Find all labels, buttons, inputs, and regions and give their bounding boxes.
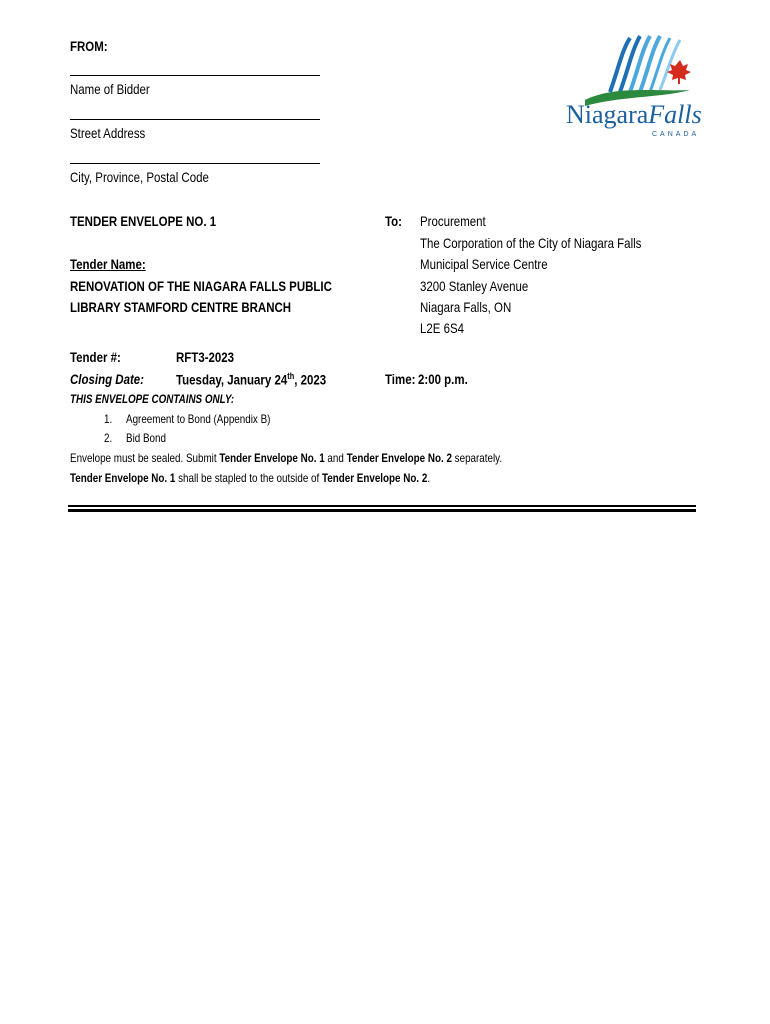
contents-item-text: Bid Bond: [126, 431, 166, 445]
tender-name-line2: LIBRARY STAMFORD CENTRE BRANCH: [70, 299, 292, 315]
envelope-title: TENDER ENVELOPE NO. 1: [70, 213, 217, 229]
to-label: To:: [385, 213, 403, 229]
logo-word-niagara: Niagara: [566, 100, 649, 129]
recipient-line: Procurement: [420, 213, 486, 229]
tender-name-line1: RENOVATION OF THE NIAGARA FALLS PUBLIC: [70, 278, 332, 294]
recipient-line: 3200 Stanley Avenue: [420, 278, 529, 294]
niagara-falls-logo: [560, 30, 700, 145]
waterfall-waves-icon: [560, 30, 700, 110]
tender-number-label: Tender #:: [70, 349, 121, 365]
instruction-line-1: Envelope must be sealed. Submit Tender Envelope No. 1 and Tender Envelope No. 2 separately.: [70, 451, 503, 465]
recipient-line: Municipal Service Centre: [420, 256, 548, 272]
logo-country: CANADA: [652, 131, 700, 138]
city-caption: City, Province, Postal Code: [70, 169, 209, 185]
contents-heading: THIS ENVELOPE CONTAINS ONLY:: [70, 392, 235, 406]
separator-rule-thin: [68, 505, 696, 507]
instruction-line-2: Tender Envelope No. 1 shall be stapled to the outside of Tender Envelope No. 2.: [70, 471, 431, 485]
recipient-line: The Corporation of the City of Niagara Falls: [420, 235, 642, 251]
time-label: Time:: [385, 371, 416, 387]
contents-item-number: 2.: [104, 431, 113, 445]
recipient-line: L2E 6S4: [420, 320, 465, 336]
logo-word-falls: Falls: [648, 100, 702, 129]
bidder-name-caption: Name of Bidder: [70, 81, 150, 97]
contents-item-text: Agreement to Bond (Appendix B): [126, 412, 271, 426]
closing-date-label: Closing Date:: [70, 371, 144, 387]
closing-date-value: Tuesday, January 24th, 2023: [176, 371, 327, 388]
tender-name-label: Tender Name:: [70, 256, 146, 272]
street-address-caption: Street Address: [70, 125, 146, 141]
recipient-line: Niagara Falls, ON: [420, 299, 512, 315]
street-address-line: [70, 119, 320, 120]
separator-rule-thick: [68, 509, 696, 512]
contents-item-number: 1.: [104, 412, 113, 426]
time-value: 2:00 p.m.: [418, 371, 468, 387]
tender-number-value: RFT3-2023: [176, 349, 235, 365]
from-label: FROM:: [70, 38, 108, 54]
city-line: [70, 163, 320, 164]
bidder-name-line: [70, 75, 320, 76]
